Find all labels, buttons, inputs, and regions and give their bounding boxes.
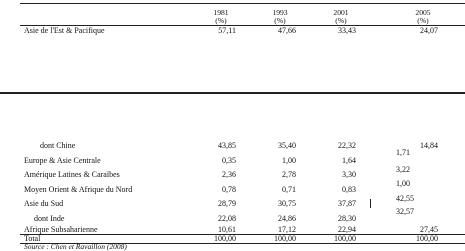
cell-china-2001: 22,32 [338,141,356,150]
row-label-europe: Europe & Asie Centrale [24,156,101,165]
cell-mena-1981: 0,78 [222,185,236,194]
cell-europe-1981: 0,35 [222,156,236,165]
cell-india-2001: 28,30 [338,214,356,223]
cell-south-asia-1981: 28,79 [218,199,236,208]
cell-east-asia-2001: 33,43 [338,26,356,35]
unit-header-1993: (%) [274,16,286,25]
cell-india-1981: 22,08 [218,214,236,223]
source-note: Source : Chen et Ravaillon (2008) [24,242,127,251]
cell-ssa-1981: 10,61 [218,225,236,234]
row-label-south-asia: Asie du Sud [24,199,64,208]
cell-europe-2001: 1,64 [342,156,356,165]
cell-mena-1993: 0,71 [282,185,296,194]
cursor-mark [370,199,371,208]
cell-south-asia-2001: 37,87 [338,199,356,208]
cell-total-1981: 100,00 [214,234,236,243]
total-rule [20,234,465,235]
cell-latam-1981: 2,36 [222,170,236,179]
cell-total-1993: 100,00 [274,234,296,243]
cell-south-asia-extra: 32,57 [396,207,414,216]
cell-latam-extra: 1,00 [396,179,410,188]
cell-europe-1993: 1,00 [282,156,296,165]
cell-east-asia-2005: 24,07 [420,26,438,35]
cell-china-2005: 14,84 [420,141,438,150]
cell-south-asia-1993: 30,75 [278,199,296,208]
cell-india-1993: 24,86 [278,214,296,223]
cell-east-asia-1981: 57,11 [218,26,236,35]
cell-china-extra: 1,71 [396,148,410,157]
cell-europe-extra: 3,22 [396,165,410,174]
thick-separator [0,92,465,94]
row-label-subsaharan: Afrique Subsaharienne [24,225,98,234]
unit-header-2001: (%) [335,16,347,25]
row-label-india: dont Inde [34,214,65,223]
cell-mena-2001: 0,83 [342,185,356,194]
row-label-latin-america: Amérique Latines & Caraïbes [24,170,120,179]
top-rule [20,3,465,4]
year-header-1993: 1993 [272,8,288,17]
year-header-2005: 2005 [415,8,431,17]
year-header-2001: 2001 [333,8,349,17]
cell-china-1993: 35,40 [278,141,296,150]
unit-header-2005: (%) [417,16,429,25]
cell-total-2001: 100,00 [334,234,356,243]
row-label-china: dont Chine [40,141,76,150]
cell-china-1981: 43,85 [218,141,236,150]
row-label-total: Total [24,234,41,243]
row-label-middle-east: Moyen Orient & Afrique du Nord [24,185,133,194]
cell-mena-extra: 42,55 [396,194,414,203]
cell-ssa-2001: 22,94 [338,225,356,234]
cell-ssa-1993: 17,12 [278,225,296,234]
cell-latam-1993: 2,78 [282,170,296,179]
year-header-1981: 1981 [213,8,229,17]
cell-east-asia-1993: 47,66 [278,26,296,35]
cell-ssa-2005: 27,45 [420,225,438,234]
cell-total-2005: 100,00 [416,234,438,243]
row-label-east-asia: Asie de l'Est & Pacifique [24,26,105,35]
cell-latam-2001: 3,30 [342,170,356,179]
unit-header-1981: (%) [215,16,227,25]
